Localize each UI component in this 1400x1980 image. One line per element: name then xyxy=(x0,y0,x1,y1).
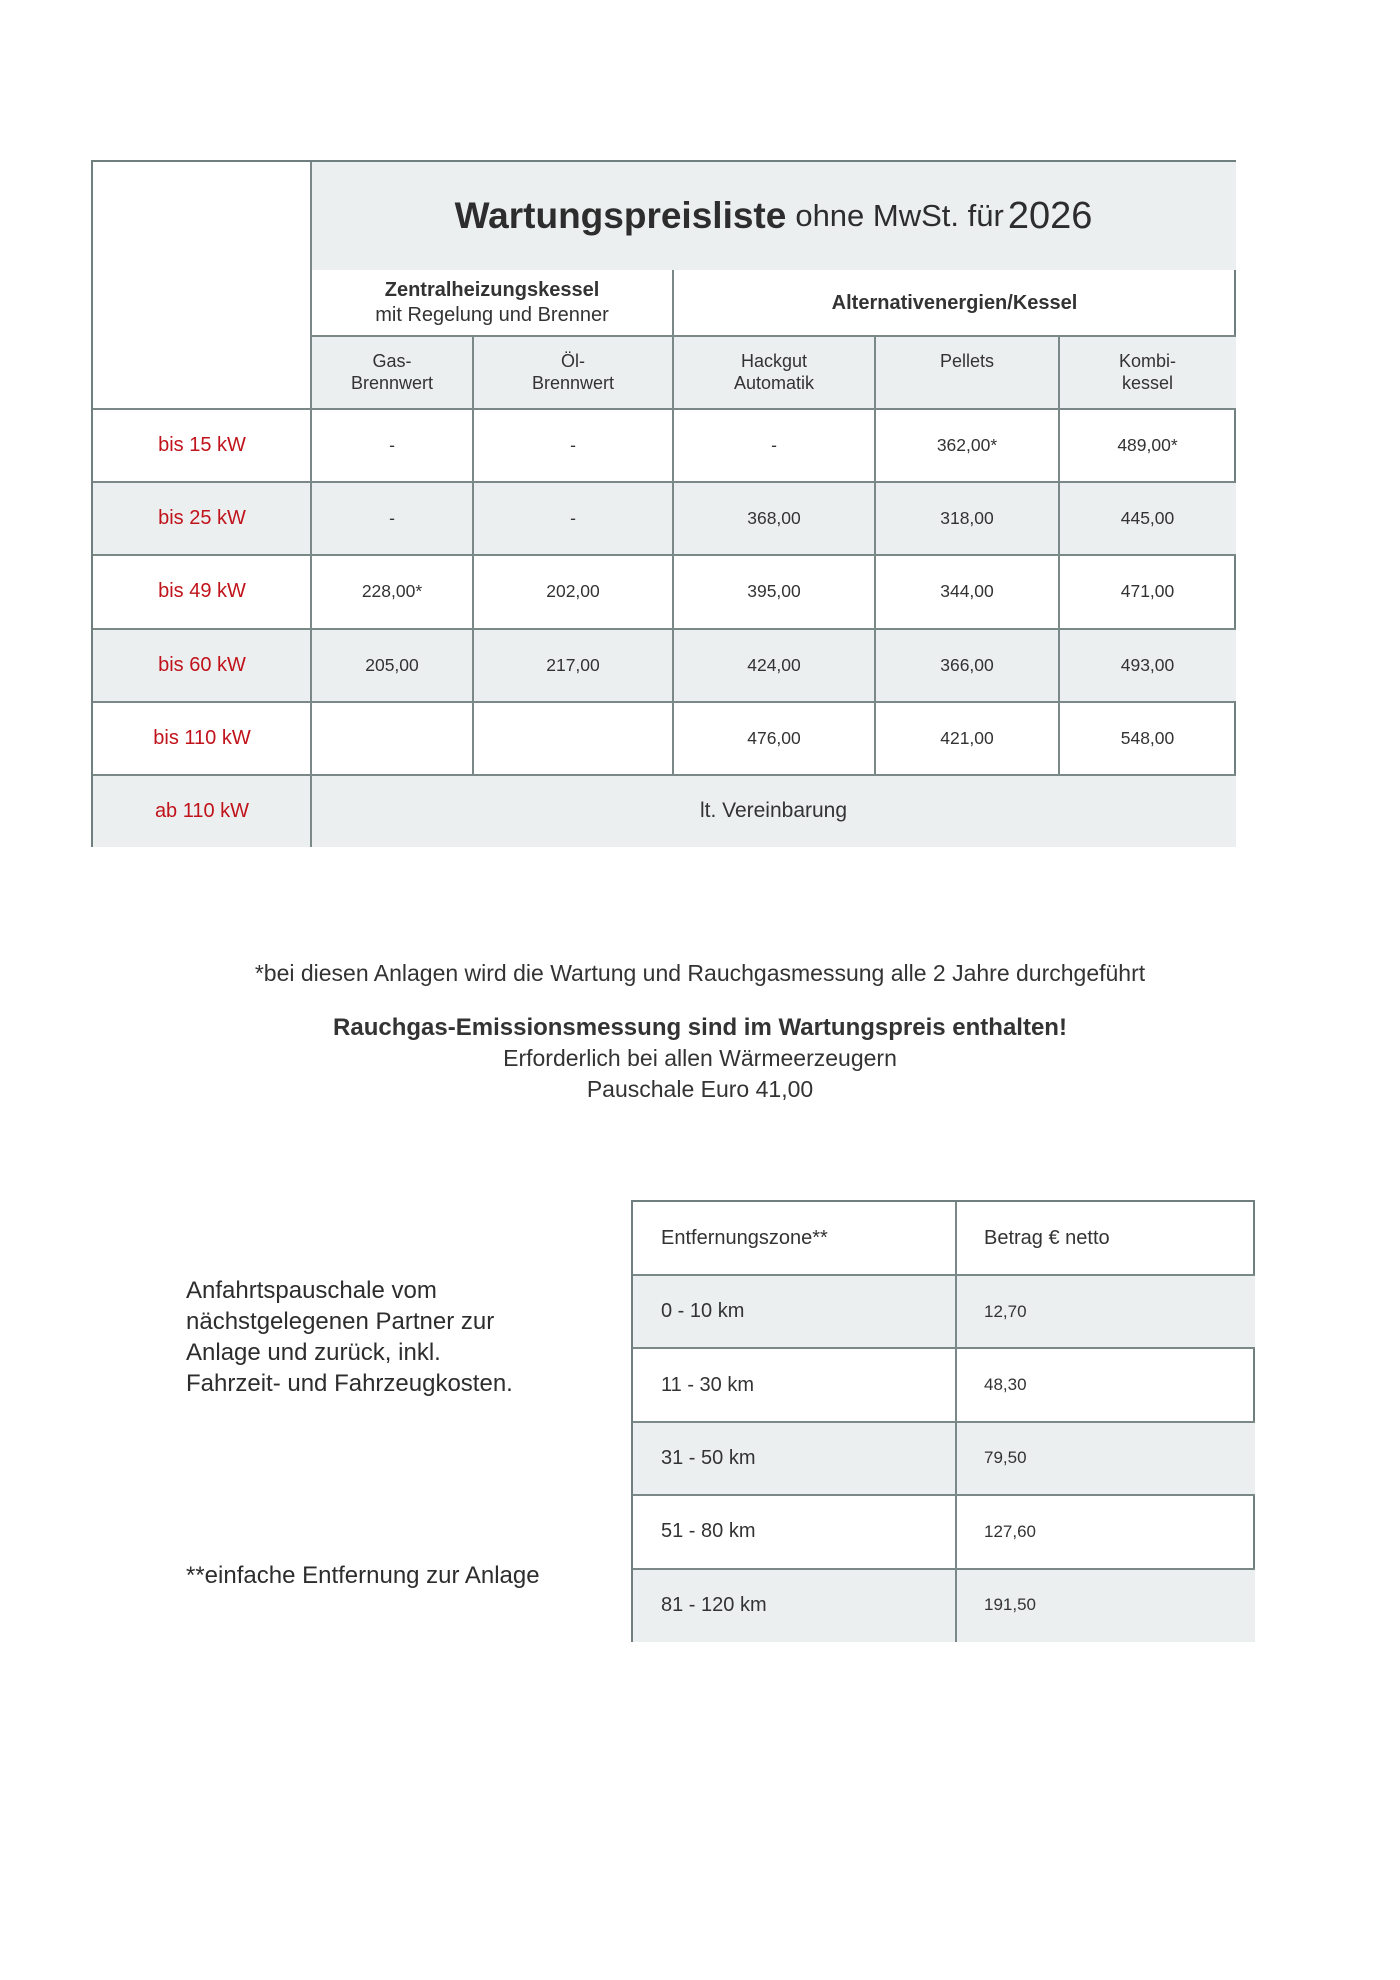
row-label: ab 110 kW xyxy=(154,799,250,822)
price-cell: 424,00 xyxy=(747,654,801,675)
distance-amount: 191,50 xyxy=(984,1595,1036,1615)
col-header-line: kessel xyxy=(1121,373,1174,393)
flat-rate-value: 41,00 xyxy=(755,1076,814,1102)
row-label: bis 60 kW xyxy=(158,653,246,676)
distance-table xyxy=(631,1200,1255,1642)
col-header-line: Kombi- xyxy=(1118,351,1176,371)
price-cell: 493,00 xyxy=(1120,654,1175,675)
price-cell: 548,00 xyxy=(1120,727,1175,748)
row-label: bis 110 kW xyxy=(153,726,251,749)
price-cell: 318,00 xyxy=(940,508,994,529)
title-normal: ohne MwSt. für xyxy=(795,198,1004,233)
price-cell: 489,00* xyxy=(1117,435,1178,456)
price-cell xyxy=(473,702,673,775)
group-alternative xyxy=(673,270,1236,336)
col-header-line: Automatik xyxy=(733,373,815,393)
distance-amount: 12,70 xyxy=(984,1301,1027,1321)
title-year: 2026 xyxy=(1007,194,1093,237)
group-central-subtitle: mit Regelung und Brenner xyxy=(375,304,609,326)
title-cell xyxy=(311,162,1236,270)
distance-zone: 31 - 50 km xyxy=(661,1446,756,1469)
travel-description-line: Anfahrtspauschale vom xyxy=(186,1277,437,1304)
price-cell: 368,00 xyxy=(747,508,801,529)
row-label: bis 49 kW xyxy=(158,580,246,603)
price-cell xyxy=(311,702,473,775)
distance-header-zone: Entfernungszone** xyxy=(661,1226,828,1249)
price-table xyxy=(91,160,1236,847)
col-header-line: Brennwert xyxy=(531,373,615,393)
travel-description-line: nächstgelegenen Partner zur xyxy=(186,1308,495,1335)
distance-amount: 79,50 xyxy=(984,1448,1027,1468)
group-alternative-title: Alternativenergien/Kessel xyxy=(831,291,1078,314)
col-header-gas xyxy=(311,336,473,409)
travel-description-line: Fahrzeit- und Fahrzeugkosten. xyxy=(186,1370,513,1397)
flat-rate-label: Pauschale Euro xyxy=(586,1076,750,1102)
footnote-star: *bei diesen Anlagen wird die Wartung und Rauchgasmessung alle 2 Jahre durchgeführt xyxy=(254,960,1146,986)
distance-zone: 0 - 10 km xyxy=(661,1300,745,1323)
price-cell: 476,00 xyxy=(747,727,801,748)
distance-zone: 11 - 30 km xyxy=(661,1373,754,1396)
price-cell: - xyxy=(389,435,395,456)
divider xyxy=(93,408,1236,410)
price-cell: 202,00 xyxy=(546,581,600,602)
price-cell: 228,00* xyxy=(361,581,423,602)
row-label: bis 25 kW xyxy=(158,507,246,530)
agreement-cell: lt. Vereinbarung xyxy=(699,799,848,822)
divider xyxy=(93,481,1236,483)
divider xyxy=(955,1202,957,1642)
price-cell: - xyxy=(771,435,777,456)
price-cell: 205,00 xyxy=(365,654,419,675)
row-label: bis 15 kW xyxy=(158,434,246,457)
price-cell: 366,00 xyxy=(940,654,994,675)
distance-amount: 48,30 xyxy=(984,1375,1027,1395)
divider xyxy=(310,162,312,847)
divider xyxy=(93,774,1236,776)
col-header-line: Gas- xyxy=(372,351,412,371)
distance-header-amount: Betrag € netto xyxy=(984,1226,1110,1249)
price-cell: 362,00* xyxy=(936,435,998,456)
divider xyxy=(93,701,1236,703)
divider xyxy=(93,628,1236,630)
distance-zone: 51 - 80 km xyxy=(661,1520,756,1543)
group-central-title: Zentralheizungskessel xyxy=(384,279,600,301)
col-header-line: Pellets xyxy=(939,351,995,371)
col-header-pellets xyxy=(875,336,1059,409)
col-header-line: Hackgut xyxy=(740,351,808,371)
group-central xyxy=(311,270,673,336)
divider xyxy=(93,554,1236,556)
price-cell: 217,00 xyxy=(546,654,600,675)
travel-description-line: Anlage und zurück, inkl. xyxy=(186,1339,441,1366)
divider xyxy=(672,270,674,775)
col-header-line: Öl- xyxy=(561,351,585,371)
col-header-oil xyxy=(473,336,673,409)
title-bold: Wartungspreisliste xyxy=(454,195,787,236)
distance-zone: 81 - 120 km xyxy=(661,1593,767,1616)
col-header-hackgut xyxy=(673,336,875,409)
required-note: Erforderlich bei allen Wärmeerzeugern xyxy=(503,1045,897,1071)
price-cell: 445,00 xyxy=(1120,508,1175,529)
price-cell: - xyxy=(389,508,395,529)
col-header-kombi xyxy=(1059,336,1236,409)
emission-note: Rauchgas-Emissionsmessung sind im Wartungspreis enthalten! xyxy=(333,1014,1067,1041)
flat-rate-note xyxy=(0,1074,1400,1105)
distance-footnote: **einfache Entfernung zur Anlage xyxy=(186,1562,540,1589)
price-cell: - xyxy=(570,508,576,529)
col-header-line: Brennwert xyxy=(350,373,434,393)
price-cell: 471,00 xyxy=(1120,581,1175,602)
distance-amount: 127,60 xyxy=(984,1521,1036,1541)
price-cell: 395,00 xyxy=(747,581,801,602)
price-cell: 421,00 xyxy=(940,727,994,748)
travel-description xyxy=(186,1275,513,1399)
price-cell: 344,00 xyxy=(940,581,994,602)
price-cell: - xyxy=(570,435,576,456)
divider xyxy=(311,335,1236,337)
